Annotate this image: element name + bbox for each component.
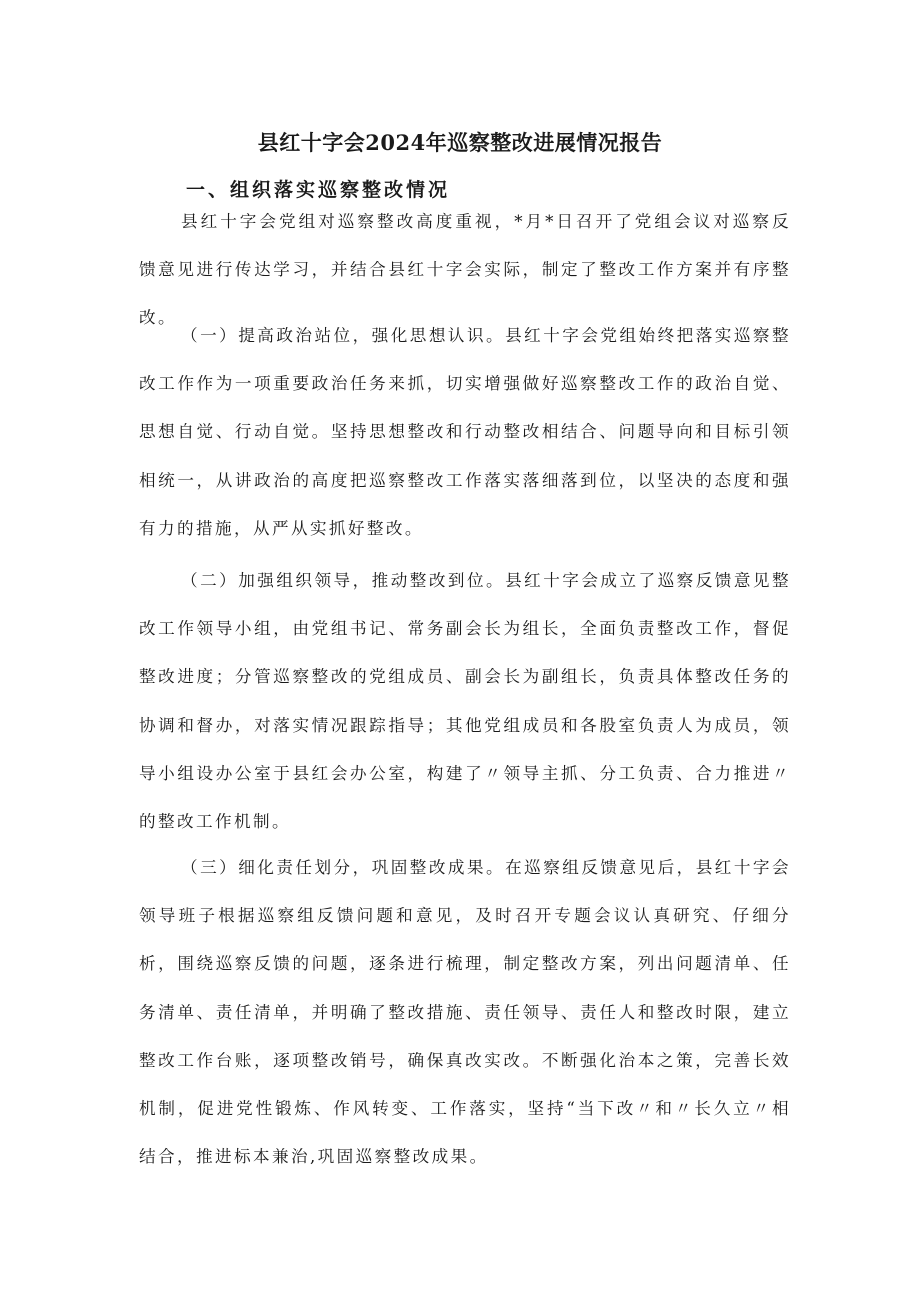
paragraph-3: （三）细化责任划分，巩固整改成果。在巡察组反馈意见后，县红十字会领导班子根据巡察组反馈问题和意见，及时召开专题会议认真研究、仔细分析，围绕巡察反馈的问题，逐条进行梳理，制定整改方案，列出问题清单、任务清单、责任清单，并明确了整改措施、责任领导、责任人和整改时限，建立整改工作台账，逐项整改销号，确保真改实改。不断强化治本之策，完善长效机制，促进党性锻炼、作风转变、工作落实，坚持“当下改〃和〃长久立〃相结合，推进标本兼治,巩固巡察整改成果。 xyxy=(139,858,791,1167)
document-title: 县红十字会2024年巡察整改进展情况报告 xyxy=(257,130,663,155)
paragraph-intro: 县红十字会党组对巡察整改高度重视，*月*日召开了党组会议对巡察反馈意见进行传达学习，并结合县红十字会实际，制定了整改工作方案并有序整改。 xyxy=(139,212,791,328)
paragraph-2: （二）加强组织领导，推动整改到位。县红十字会成立了巡察反馈意见整改工作领导小组，由党组书记、常务副会长为组长，全面负责整改工作，督促整改进度；分管巡察整改的党组成员、副会长为副组长，负责具体整改任务的协调和督办，对落实情况跟踪指导；其他党组成员和各股室负责人为成员，领导小组设办公室于县红会办公室，构建了〃领导主抓、分工负责、合力推进〃的整改工作机制。 xyxy=(139,571,791,832)
section-heading: 一、组织落实巡察整改情况 xyxy=(186,179,451,201)
paragraph-1: （一）提高政治站位，强化思想认识。县红十字会党组始终把落实巡察整改工作作为一项重要政治任务来抓，切实增强做好巡察整改工作的政治自觉、思想自觉、行动自觉。坚持思想整改和行动整改相结合、问题导向和目标引领相统一，从讲政治的高度把巡察整改工作落实落细落到位，以坚决的态度和强有力的措施，从严从实抓好整改。 xyxy=(139,326,791,538)
